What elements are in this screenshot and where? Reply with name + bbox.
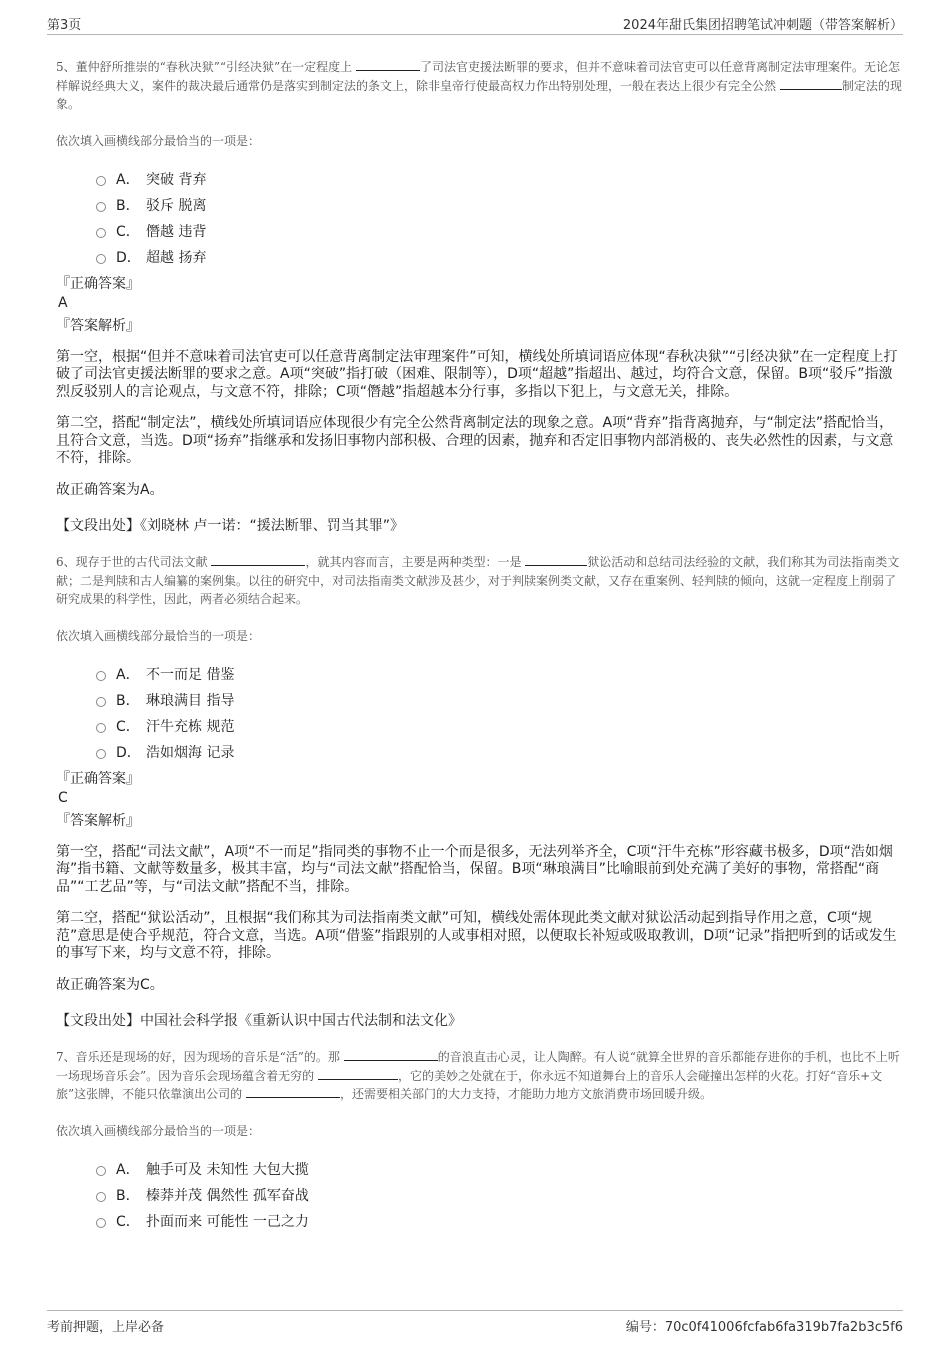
fill-blank (246, 1086, 340, 1098)
options-list (96, 661, 906, 765)
radio-icon[interactable] (96, 697, 106, 707)
page-number: 第3页 (47, 18, 82, 33)
option-b[interactable]: B． 琳琅满目 指导 (96, 687, 906, 713)
analysis-paragraph: 第二空，搭配“狱讼活动”，且根据“我们称其为司法指南类文献”可知，横线处需体现此类文献对狱讼活动起到指导作用之意，C项“规范”意思是使合乎规范，符合文意，当选。A项“借鉴”指跟别的人或事相对照，以便取长补短或吸取教训，D项“记录”指把听到的话或发生的事写下来，均与文意不符，排除。 (56, 910, 897, 961)
question-prompt: 依次填入画横线部分最恰当的一项是： (56, 628, 261, 643)
option-d[interactable]: D． 超越 扬弃 (96, 244, 906, 270)
analysis-conclusion: 故正确答案为C。 (56, 976, 164, 993)
analysis-paragraph: 第一空，根据“但并不意味着司法官吏可以任意背离制定法审理案件”可知，横线处所填词语应体现“春秋决狱”“引经决狱”在一定程度上打破了司法官吏援法断罪的要求之意。A项“突破”指打破（困难、限制等），D项“超越”指超出、越过，均符合文意，保留。B项“驳斥”指激烈反驳别人的言论观点，与文意不符，排除；C项“僭越”指超越本分行事，多指以下犯上，与文意无关，排除。 (56, 348, 898, 400)
radio-icon[interactable] (96, 176, 106, 186)
answer-label: 『正确答案』 (56, 770, 140, 787)
answer-value: C (58, 789, 68, 806)
analysis-paragraph: 第二空，搭配“制定法”，横线处所填词语应体现很少有完全公然背离制定法的现象之意。A项“背弃”指背离抛弃，与“制定法”搭配恰当，且符合文意，当选。D项“扬弃”指继承和发扬旧事物内部积极、合理的因素，抛弃和否定旧事物内部消极的、丧失必然性的因素，与文意不符，排除。 (56, 415, 894, 466)
radio-icon[interactable] (96, 1166, 106, 1176)
option-c[interactable]: C． 扑面而来 可能性 一己之力 (96, 1208, 906, 1234)
analysis-label: 『答案解析』 (56, 812, 140, 829)
fill-blank (525, 554, 587, 566)
radio-icon[interactable] (96, 228, 106, 238)
document-body (56, 58, 906, 1234)
footer-slogan: 考前押题，上岸必备 (47, 1320, 165, 1335)
document-title: 2024年甜氏集团招聘笔试冲刺题（带答案解析） (622, 18, 903, 33)
option-d[interactable]: D． 浩如烟海 记录 (96, 739, 906, 765)
option-a[interactable]: A． 不一而足 借鉴 (96, 661, 906, 687)
option-a[interactable]: A． 触手可及 未知性 大包大揽 (96, 1156, 906, 1182)
radio-icon[interactable] (96, 202, 106, 212)
page-header (47, 12, 903, 35)
radio-icon[interactable] (96, 1192, 106, 1202)
options-list (96, 166, 906, 270)
question-7-stem: 7、音乐还是现场的好，因为现场的音乐是“活”的。那 的音浪直击心灵，让人陶醉。有人说“就算全世界的音乐都能存进你的手机，也比不上听一场现场音乐会”。因为音乐会现场蕴含着无穷的 ，它的美妙之处就在于，你永远不知道舞台上的音乐人会碰撞出怎样的火花。打好“音乐+文旅”这张牌，不能只依靠演出公司的 ，还需要相关部门的大力支持，才能助力地方文旅消费市场回暖升级。 (56, 1050, 900, 1101)
question-5-stem: 5、董仲舒所推崇的“春秋决狱”“引经决狱”在一定程度上 了司法官吏援法断罪的要求，但并不意味着司法官吏可以任意背离制定法审理案件。无论怎样解说经典大义，案件的裁决最后通常仍是落实到制定法的条文上，除非皇帝行使最高权力作出特别处理，一般在表达上很少有完全公然 制定法的现象。 (56, 60, 902, 111)
option-b[interactable]: B． 驳斥 脱离 (96, 192, 906, 218)
radio-icon[interactable] (96, 723, 106, 733)
options-list (96, 1156, 906, 1234)
question-6-stem: 6、现存于世的古代司法文献 ，就其内容而言，主要是两种类型：一是 狱讼活动和总结司法经验的文献，我们称其为司法指南类文献；二是判牍和古人编纂的案例集。以往的研究中，对司法指南类文献涉及甚少，对于判牍案例类文献，又存在重案例、轻判牍的倾向，这就一定程度上削弱了研究成果的科学性，因此，两者必须结合起来。 (56, 555, 900, 606)
source-citation: 【文段出处】《刘晓林 卢一诺：“援法断罪、罚当其罪”》 (56, 518, 404, 534)
radio-icon[interactable] (96, 671, 106, 681)
document-id: 编号：70c0f41006fcfab6fa319b7fa2b3c5f6 (625, 1320, 903, 1335)
question-prompt: 依次填入画横线部分最恰当的一项是： (56, 1123, 261, 1138)
source-citation: 【文段出处】中国社会科学报《重新认识中国古代法制和法文化》 (56, 1013, 462, 1029)
answer-label: 『正确答案』 (56, 275, 140, 292)
fill-blank (318, 1068, 398, 1080)
analysis-label: 『答案解析』 (56, 317, 140, 334)
option-a[interactable]: A． 突破 背弃 (96, 166, 906, 192)
page-footer (47, 1310, 903, 1335)
analysis-conclusion: 故正确答案为A。 (56, 481, 164, 498)
radio-icon[interactable] (96, 749, 106, 759)
answer-value: A (58, 294, 68, 311)
question-prompt: 依次填入画横线部分最恰当的一项是： (56, 133, 261, 148)
fill-blank (356, 59, 420, 71)
option-b[interactable]: B． 榛莽并茂 偶然性 孤军奋战 (96, 1182, 906, 1208)
analysis-paragraph: 第一空，搭配“司法文献”，A项“不一而足”指同类的事物不止一个而是很多，无法列举齐全，C项“汗牛充栋”形容藏书极多，D项“浩如烟海”指书籍、文献等数量多，极其丰富，均与“司法文献”搭配恰当，保留。B项“琳琅满目”比喻眼前到处充满了美好的事物，常搭配“商品”“工艺品”等，与“司法文献”搭配不当，排除。 (56, 843, 893, 895)
fill-blank (780, 78, 842, 90)
fill-blank (211, 554, 305, 566)
option-c[interactable]: C． 僭越 违背 (96, 218, 906, 244)
radio-icon[interactable] (96, 254, 106, 264)
radio-icon[interactable] (96, 1218, 106, 1228)
fill-blank (344, 1049, 438, 1061)
option-c[interactable]: C． 汗牛充栋 规范 (96, 713, 906, 739)
